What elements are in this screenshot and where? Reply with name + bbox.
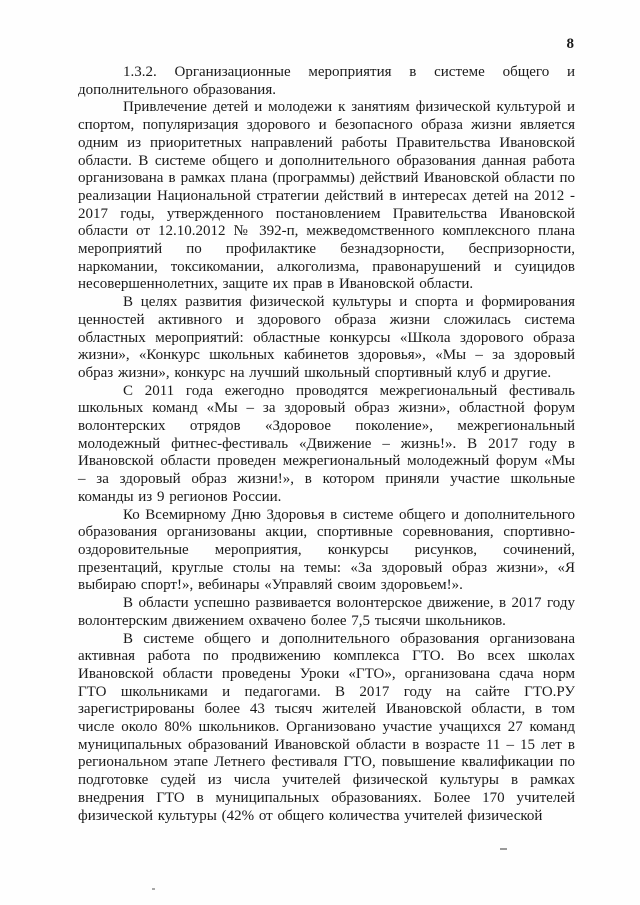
paragraph: Привлечение детей и молодежи к занятиям физической культурой и спортом, популяризация здорового и безопасного образа жизни является одним из приоритетных направлений работы Правительства Ивановской области. В системе общего и дополнительного образования данная работа организована в рамках плана (программы) действий Ивановской области по реализации Национальной стратегии действий в интересах детей на 2012 - 2017 годы, утвержденного постановлением Правительства Ивановской области от 12.10.2012 № 392-п, межведомственного комплексного плана мероприятий по профилактике безнадзорности, беспризорности, наркомании, токсикомании, алкоголизма, правонарушений и суицидов несовершеннолетних, защите их прав в Ивановской области.	[78, 99, 575, 293]
section-heading-paragraph: 1.3.2. Организационные мероприятия в системе общего и дополнительного образования.	[78, 64, 575, 98]
paragraph: В системе общего и дополнительного образования организована активная работа по продвижению комплекса ГТО. Во всех школах Ивановской области проведены Уроки «ГТО», организована сдача норм ГТО школьниками и педагогами. В 2017 году на сайте ГТО.РУ зарегистрированы более 43 тысяч жителей Ивановской области, в том числе около 80% школьников. Организовано участие учащихся 27 команд муниципальных образований Ивановской области в возрасте 11 – 15 лет в региональном этапе Летнего фестиваля ГТО, повышение квалификации по подготовке судей из числа учителей физической культуры в рамках внедрения ГТО в муниципальных образованиях. Более 170 учителей физической культуры (42% от общего количества учителей физической	[78, 630, 575, 824]
scan-artifact-dot	[152, 888, 155, 890]
paragraph: Ко Всемирному Дню Здоровья в системе общего и дополнительного образования организованы акции, спортивные соревнования, спортивно-оздоровительные мероприятия, конкурсы рисунков, сочинений, презентаций, круглые столы на темы: «За здоровый образ жизни», «Я выбираю спорт!», вебинары «Управляй своим здоровьем!».	[78, 506, 575, 594]
paragraph: В области успешно развивается волонтерское движение, в 2017 году волонтерским движением охвачено более 7,5 тысячи школьников.	[78, 595, 575, 629]
document-text-block	[78, 64, 575, 825]
page-number: 8	[566, 36, 574, 52]
paragraph: В целях развития физической культуры и спорта и формирования ценностей активного и здорового образа жизни сложилась система областных мероприятий: областные конкурсы «Школа здорового образа жизни», «Конкурс школьных кабинетов здоровья», «Мы – за здоровый образ жизни», конкурс на лучший школьный спортивный клуб и другие.	[78, 294, 575, 381]
scan-artifact-dash	[500, 848, 507, 850]
paragraph: С 2011 года ежегодно проводятся межрегиональный фестиваль школьных команд «Мы – за здоровый образ жизни», областной форум волонтерских отрядов «Здоровое поколение», межрегиональный молодежный фитнес-фестиваль «Движение – жизнь!». В 2017 году в Ивановской области проведен межрегиональный молодежный форум «Мы – за здоровый образ жизни!», в котором приняли участие школьные команды из 9 регионов России.	[78, 382, 575, 505]
